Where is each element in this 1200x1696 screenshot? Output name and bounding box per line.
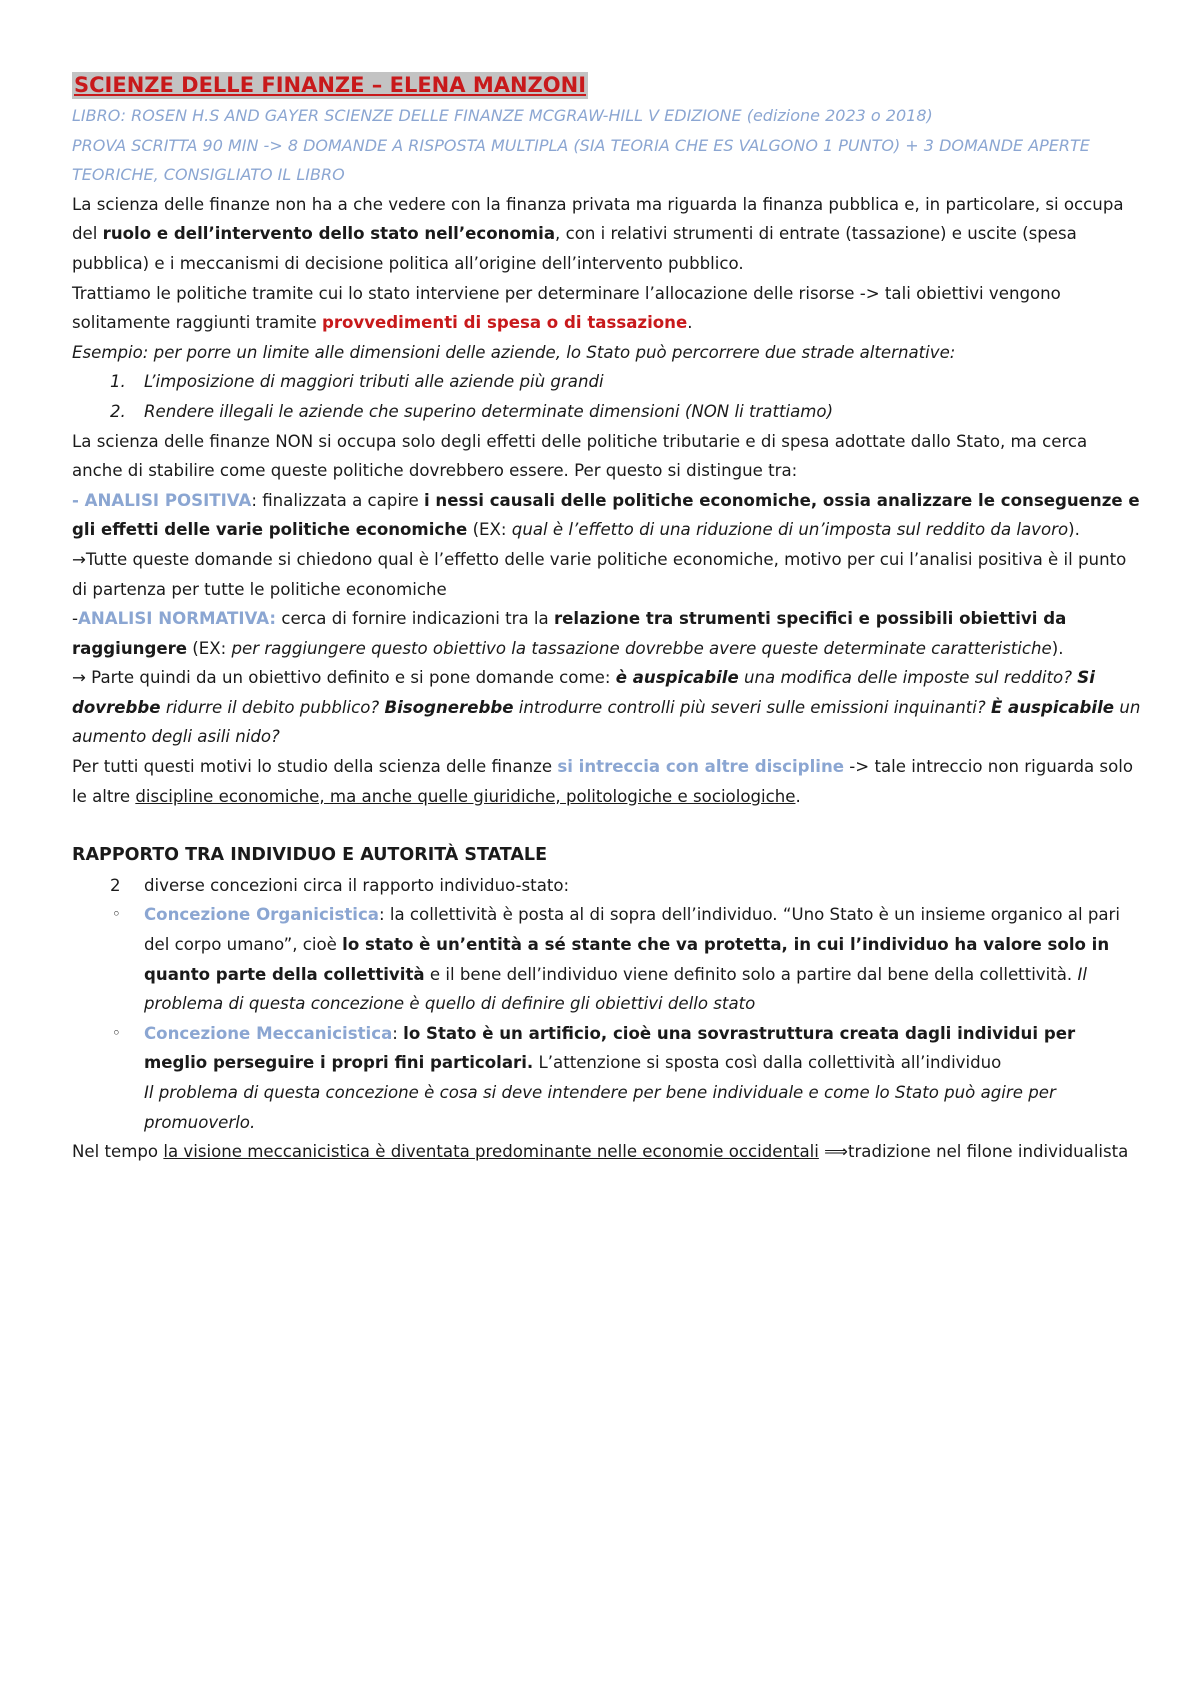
list-item-meccanicistica: [72, 1019, 1142, 1137]
text-run: Trattiamo le politiche tramite cui lo stato interviene per determinare l’allocazione delle risorse -> tali obiettivi vengono solitamente raggiunti tramite: [72, 283, 1061, 333]
analisi-normativa-note: [72, 663, 1142, 752]
bullet-icon: ◦: [112, 905, 121, 924]
paragraph-distinction: La scienza delle finanze NON si occupa solo degli effetti delle politiche tributarie e di spesa adottate dallo Stato, ma cerca anche di stabilire come queste politiche dovrebbero essere. Per questo si distingue tra:: [72, 431, 1088, 481]
italic-text: introdurre controlli più severi sulle emissioni inquinanti?: [513, 697, 991, 717]
italic-text: Il problema di questa concezione è cosa si deve intendere per bene individuale e come lo Stato può agire per promuoverlo.: [144, 1083, 1056, 1132]
underlined-text: la visione meccanicistica è diventata predominante nelle economie occidentali: [163, 1142, 819, 1162]
bold-text: i nessi causali delle politiche economiche, ossia analizzare le conseguenze e gli effetti delle varie politiche economiche: [72, 490, 1140, 540]
list-item: [72, 871, 1142, 901]
text-run: : la collettività è posta al di sopra dell’individuo. “Uno Stato è un insieme organico al pari del corpo umano”, cioè: [144, 905, 1120, 955]
bold-italic-text: è auspicabile: [615, 668, 739, 688]
text-run: , con i relativi strumenti di entrate (tassazione) e uscite (spesa pubblica) e i meccanismi di decisione politica all’origine dell’intervento pubblico.: [72, 224, 1077, 273]
underlined-text: discipline economiche, ma anche quelle giuridiche, politologiche e sociologiche: [135, 786, 796, 806]
bold-italic-text: Si dovrebbe: [72, 668, 1095, 717]
bold-text: ruolo e dell’intervento dello stato nell’economia: [102, 224, 556, 244]
paragraph-intro: [72, 190, 1142, 279]
bold-text: lo Stato è un artificio, cioè una sovrastruttura creata dagli individui per meglio perseguire i propri fini particolari.: [144, 1023, 1076, 1073]
list-number: 1.: [110, 372, 126, 392]
text-run: Nel tempo: [72, 1142, 164, 1162]
bold-italic-text: È auspicabile: [990, 697, 1115, 717]
text-run: La scienza delle finanze non ha a che vedere con la finanza privata ma riguarda la finanza pubblica e, in particolare, si occupa del: [72, 194, 1124, 244]
analisi-normativa-label: ANALISI NORMATIVA:: [78, 609, 277, 629]
concezioni-list: [72, 871, 1142, 1137]
highlight-red-text: provvedimenti di spesa o di tassazione: [321, 313, 688, 333]
example-text: qual è l’effetto di una riduzione di un’imposta sul reddito da lavoro: [511, 520, 1069, 540]
list-item-text: L’imposizione di maggiori tributi alle aziende più grandi: [144, 372, 604, 392]
bold-italic-text: Bisognerebbe: [384, 697, 514, 717]
text-run: cerca di fornire indicazioni tra la: [276, 609, 554, 629]
document-body: [72, 72, 1142, 1167]
concezione-meccanicistica-label: Concezione Meccanicistica: [144, 1023, 393, 1043]
italic-text: Il problema di questa concezione è quello di definire gli obiettivi dello stato: [144, 964, 1087, 1014]
paragraph-closing: [72, 1137, 1142, 1167]
list-number: 2: [110, 875, 121, 895]
text-run: (EX:: [187, 638, 232, 658]
italic-text: una modifica delle imposte sul reddito?: [738, 668, 1078, 688]
text-run: ).: [1051, 638, 1064, 658]
text-run: ⟹tradizione nel filone individualista: [818, 1142, 1129, 1162]
bullet-icon: ◦: [112, 1023, 121, 1042]
analisi-positiva-note: →Tutte queste domande si chiedono qual è l’effetto delle varie politiche economiche, motivo per cui l’analisi positiva è il punto di partenza per tutte le politiche economiche: [72, 549, 1127, 599]
example-text: per raggiungere questo obiettivo la tassazione dovrebbe avere queste determinate caratteristiche: [231, 638, 1052, 658]
book-reference: LIBRO: ROSEN H.S AND GAYER SCIENZE DELLE FINANZE MCGRAW-HILL V EDIZIONE (edizione 2023 o 2018): [72, 106, 933, 125]
text-run: (EX:: [467, 520, 512, 540]
spacer: [72, 811, 1142, 841]
list-item: [72, 367, 1142, 397]
concezione-organicistica-label: Concezione Organicistica: [144, 905, 379, 925]
title-line: [72, 72, 1142, 101]
text-run: -> tale intreccio non riguarda solo le altre: [72, 757, 1133, 806]
text-run: .: [687, 313, 693, 333]
text-run: -: [72, 609, 78, 629]
text-run: .: [795, 786, 801, 806]
text-run: Per tutti questi motivi lo studio della scienza delle finanze: [72, 757, 558, 777]
text-run: e il bene dell’individuo viene definito solo a partire dal bene della collettività.: [424, 964, 1078, 984]
text-run: ).: [1068, 520, 1080, 540]
list-item-text: diverse concezioni circa il rapporto individuo-stato:: [144, 875, 570, 895]
text-run: : finalizzata a capire: [251, 490, 424, 510]
example-intro: Esempio: per porre un limite alle dimensioni delle aziende, lo Stato può percorrere due strade alternative:: [72, 342, 956, 362]
italic-text: un aumento degli asili nido?: [72, 697, 1141, 747]
bold-text: relazione tra strumenti specifici e possibili obiettivi da raggiungere: [72, 609, 1067, 658]
bold-text: lo stato è un’entità a sé stante che va protetta, in cui l’individuo ha valore solo in quanto parte della collettività: [144, 935, 1110, 984]
paragraph-policies: [72, 279, 1142, 338]
list-number: 2.: [110, 401, 126, 421]
highlight-blue-text: si intreccia con altre discipline: [557, 757, 845, 777]
list-item-text: Rendere illegali le aziende che superino determinate dimensioni (NON li trattiamo): [144, 401, 834, 421]
text-run: → Parte quindi da un obiettivo definito e si pone domande come:: [72, 668, 616, 688]
section-heading: RAPPORTO TRA INDIVIDUO E AUTORITÀ STATALE: [72, 845, 548, 866]
document-title: SCIENZE DELLE FINANZE – ELENA MANZONI: [74, 73, 587, 97]
italic-text: ridurre il debito pubblico?: [160, 697, 385, 717]
analisi-positiva: [72, 486, 1142, 545]
list-item: [72, 397, 1142, 427]
paragraph-disciplines: [72, 752, 1142, 811]
example-list: [72, 367, 1142, 426]
text-run: :: [392, 1023, 404, 1043]
analisi-normativa: [72, 604, 1142, 663]
text-run: L’attenzione si sposta così dalla collettività all’individuo: [533, 1053, 1002, 1073]
list-item-organicistica: [72, 900, 1142, 1018]
analisi-positiva-label: - ANALISI POSITIVA: [72, 490, 252, 510]
exam-info: PROVA SCRITTA 90 MIN -> 8 DOMANDE A RISPOSTA MULTIPLA (SIA TEORIA CHE ES VALGONO 1 PUNTO) + 3 DOMANDE APERTE TEORICHE, CONSIGLIATO IL LIBRO: [72, 135, 1090, 185]
